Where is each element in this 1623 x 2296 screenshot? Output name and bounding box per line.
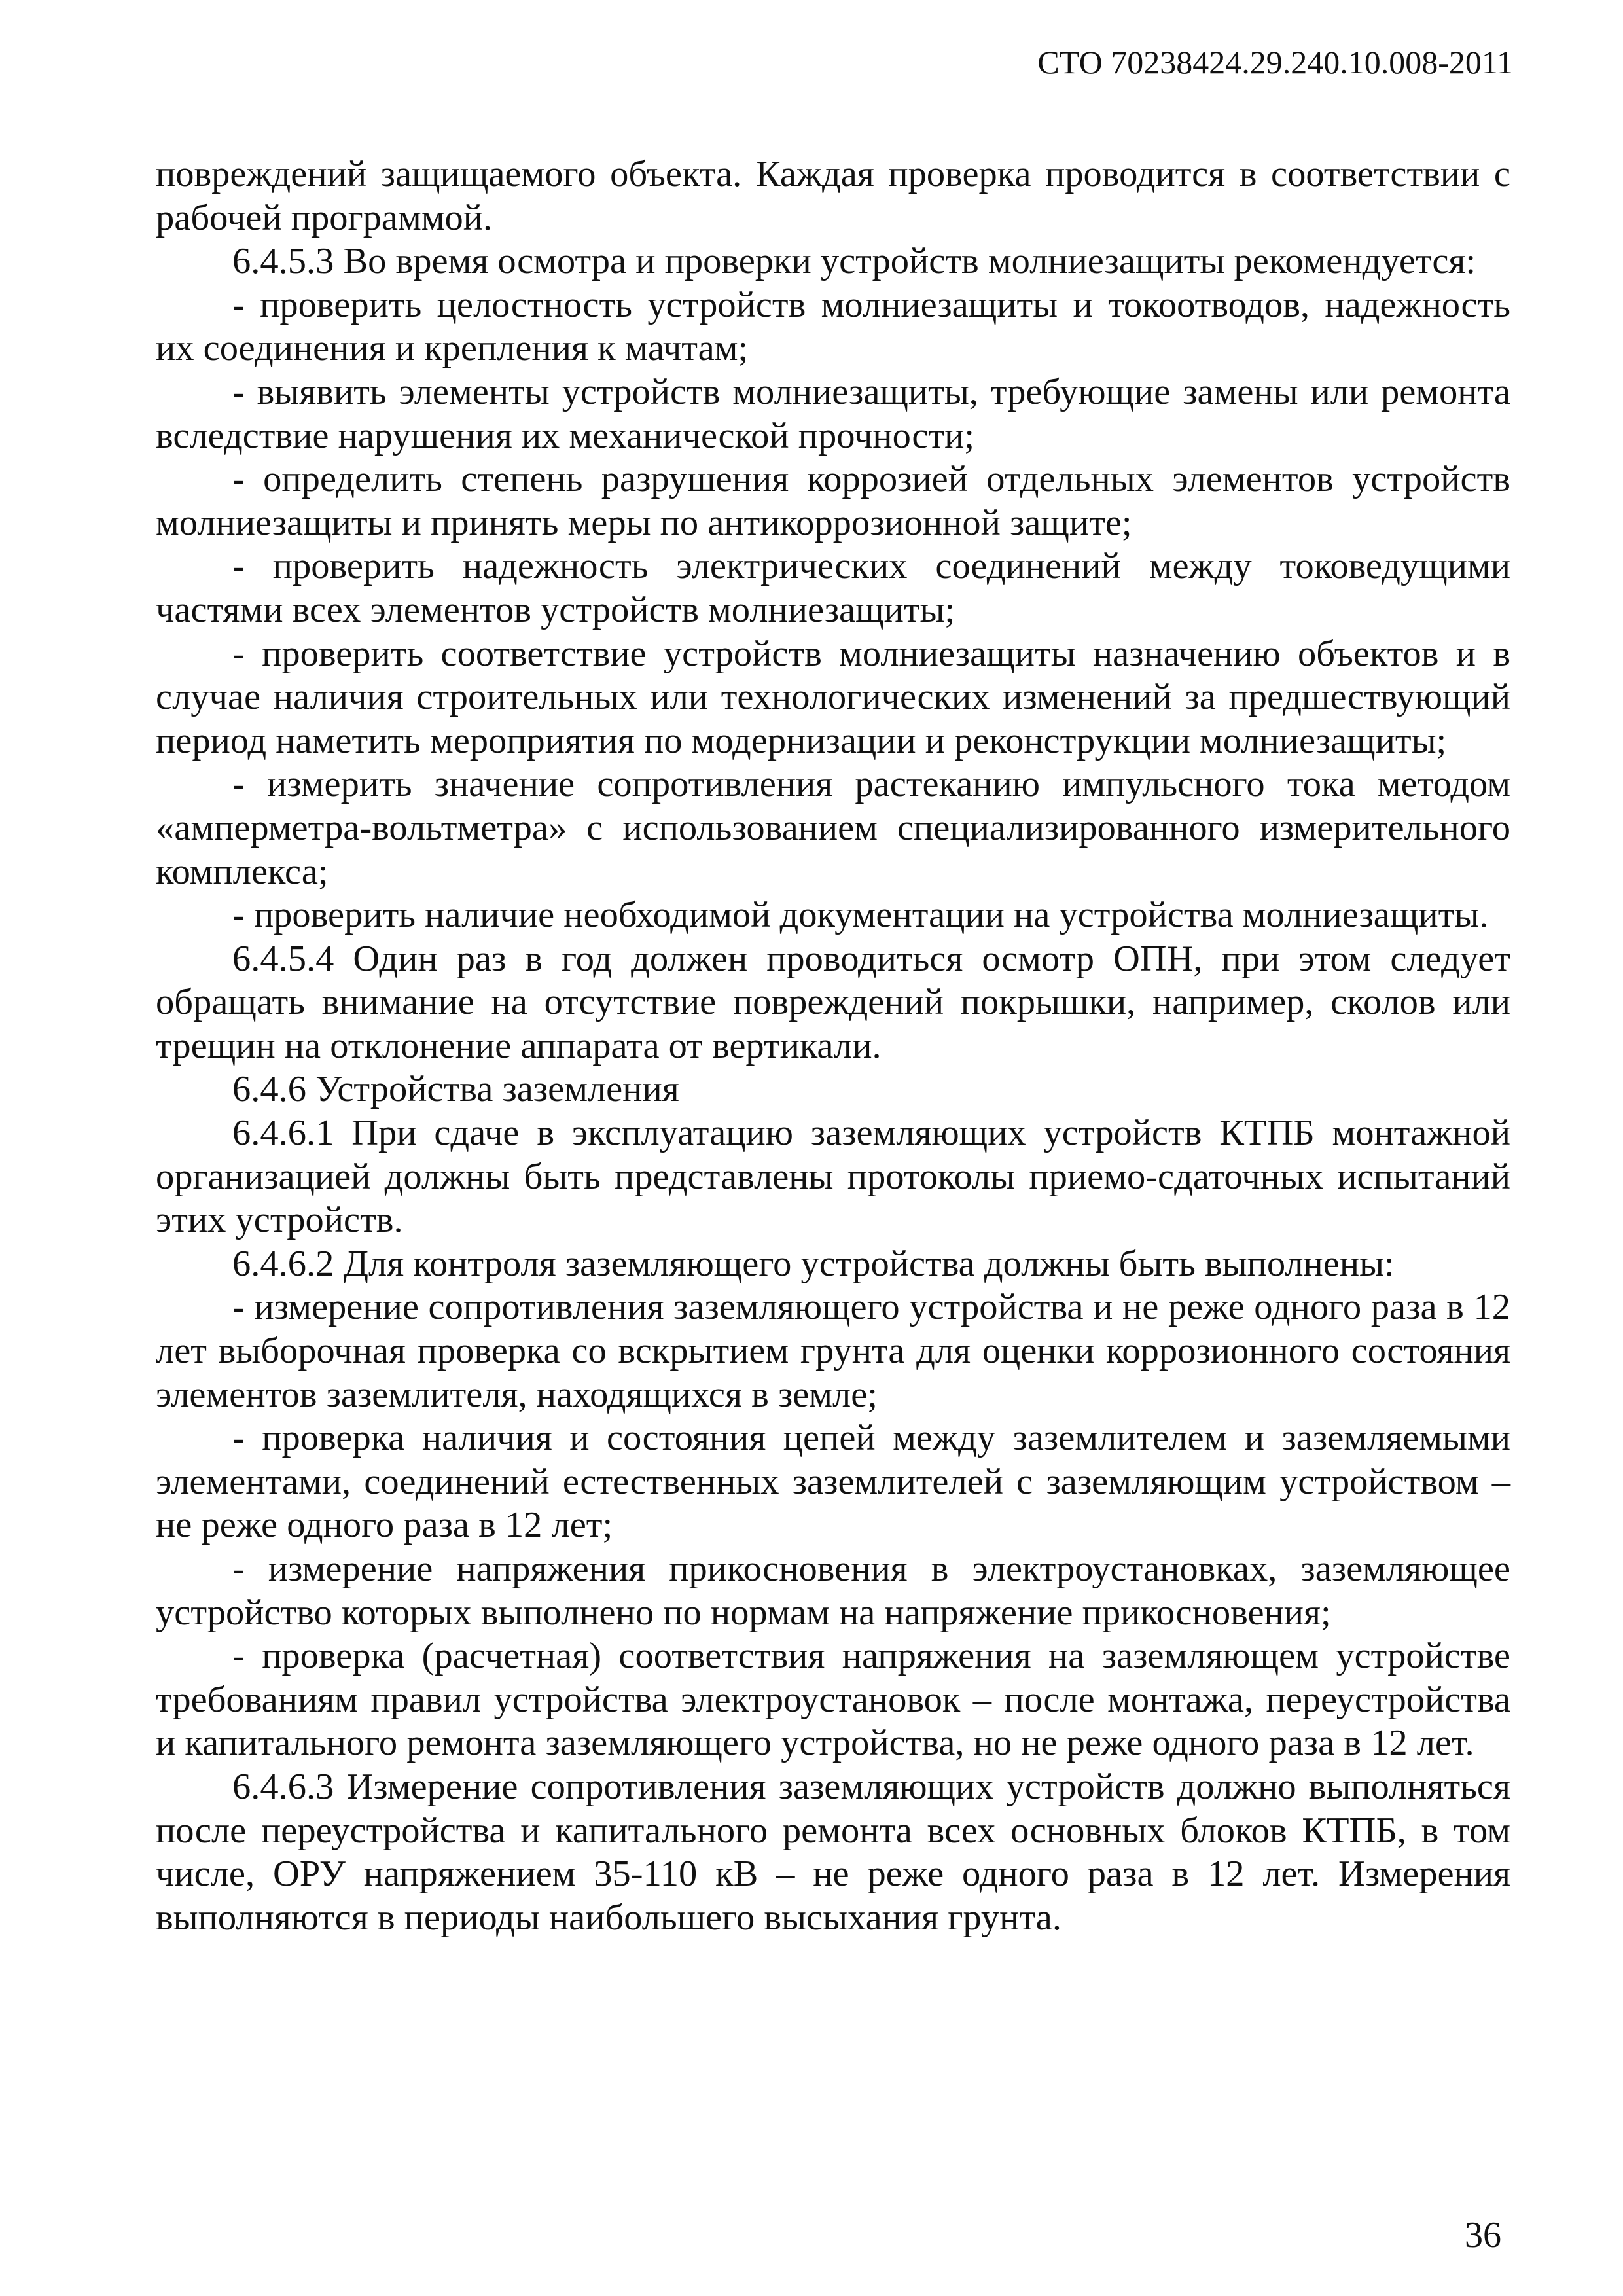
- page-number: 36: [1465, 2215, 1501, 2255]
- list-item: - измерить значение сопротивления растеканию импульсного тока методом «амперметра-вольтметра» с использованием специализированного измерительного комплекса;: [156, 764, 1510, 892]
- list-item: - выявить элементы устройств молниезащиты, требующие замены или ремонта вследствие нарушения их механической прочности;: [156, 371, 1510, 456]
- list-item: - проверка (расчетная) соответствия напряжения на заземляющем устройстве требованиям правил устройства электроустановок – после монтажа, переустройства и капитального ремонта заземляющего устройства, но не реже одного раза в 12 лет.: [156, 1636, 1510, 1764]
- list-item: - проверить надежность электрических соединений между токоведущими частями всех элементов устройств молниезащиты;: [156, 546, 1510, 630]
- paragraph: 6.4.6.2 Для контроля заземляющего устройства должны быть выполнены:: [232, 1243, 1395, 1284]
- paragraph: 6.4.5.3 Во время осмотра и проверки устройств молниезащиты рекомендуется:: [232, 241, 1476, 282]
- list-item: - проверить целостность устройств молниезащиты и токоотводов, надежность их соединения и крепления к мачтам;: [156, 284, 1510, 369]
- paragraph: 6.4.6.1 При сдаче в эксплуатацию заземляющих устройств КТПБ монтажной организацией должны быть представлены протоколы приемо-сдаточных испытаний этих устройств.: [156, 1113, 1510, 1241]
- standard-code-header: СТО 70238424.29.240.10.008-2011: [1037, 44, 1513, 81]
- paragraph: повреждений защищаемого объекта. Каждая проверка проводится в соответствии с рабочей программой.: [156, 154, 1510, 238]
- paragraph: 6.4.6.3 Измерение сопротивления заземляющих устройств должно выполняться после переустройства и капитального ремонта всех основных блоков КТПБ, в том числе, ОРУ напряжением 35-110 кВ – не реже одного раза в 12 лет. Измерения выполняются в периоды наибольшего высыхания грунта.: [156, 1766, 1510, 1938]
- document-body: [156, 152, 1510, 1939]
- list-item: - проверить соответствие устройств молниезащиты назначению объектов и в случае наличия строительных или технологических изменений за предшествующий период наметить мероприятия по модернизации и реконструкции молниезащиты;: [156, 633, 1510, 761]
- list-item: - проверка наличия и состояния цепей между заземлителем и заземляемыми элементами, соединений естественных заземлителей с заземляющим устройством – не реже одного раза в 12 лет;: [156, 1418, 1510, 1546]
- paragraph: 6.4.5.4 Один раз в год должен проводиться осмотр ОПН, при этом следует обращать внимание на отсутствие повреждений покрышки, например, сколов или трещин на отклонение аппарата от вертикали.: [156, 938, 1510, 1066]
- list-item: - измерение сопротивления заземляющего устройства и не реже одного раза в 12 лет выборочная проверка со вскрытием грунта для оценки коррозионного состояния элементов заземлителя, находящихся в земле;: [156, 1287, 1510, 1415]
- list-item: - проверить наличие необходимой документации на устройства молниезащиты.: [232, 895, 1489, 936]
- section-heading: 6.4.6 Устройства заземления: [232, 1069, 679, 1110]
- list-item: - измерение напряжения прикосновения в электроустановках, заземляющее устройство которых выполнено по нормам на напряжение прикосновения;: [156, 1549, 1510, 1633]
- list-item: - определить степень разрушения коррозией отдельных элементов устройств молниезащиты и принять меры по антикоррозионной защите;: [156, 459, 1510, 543]
